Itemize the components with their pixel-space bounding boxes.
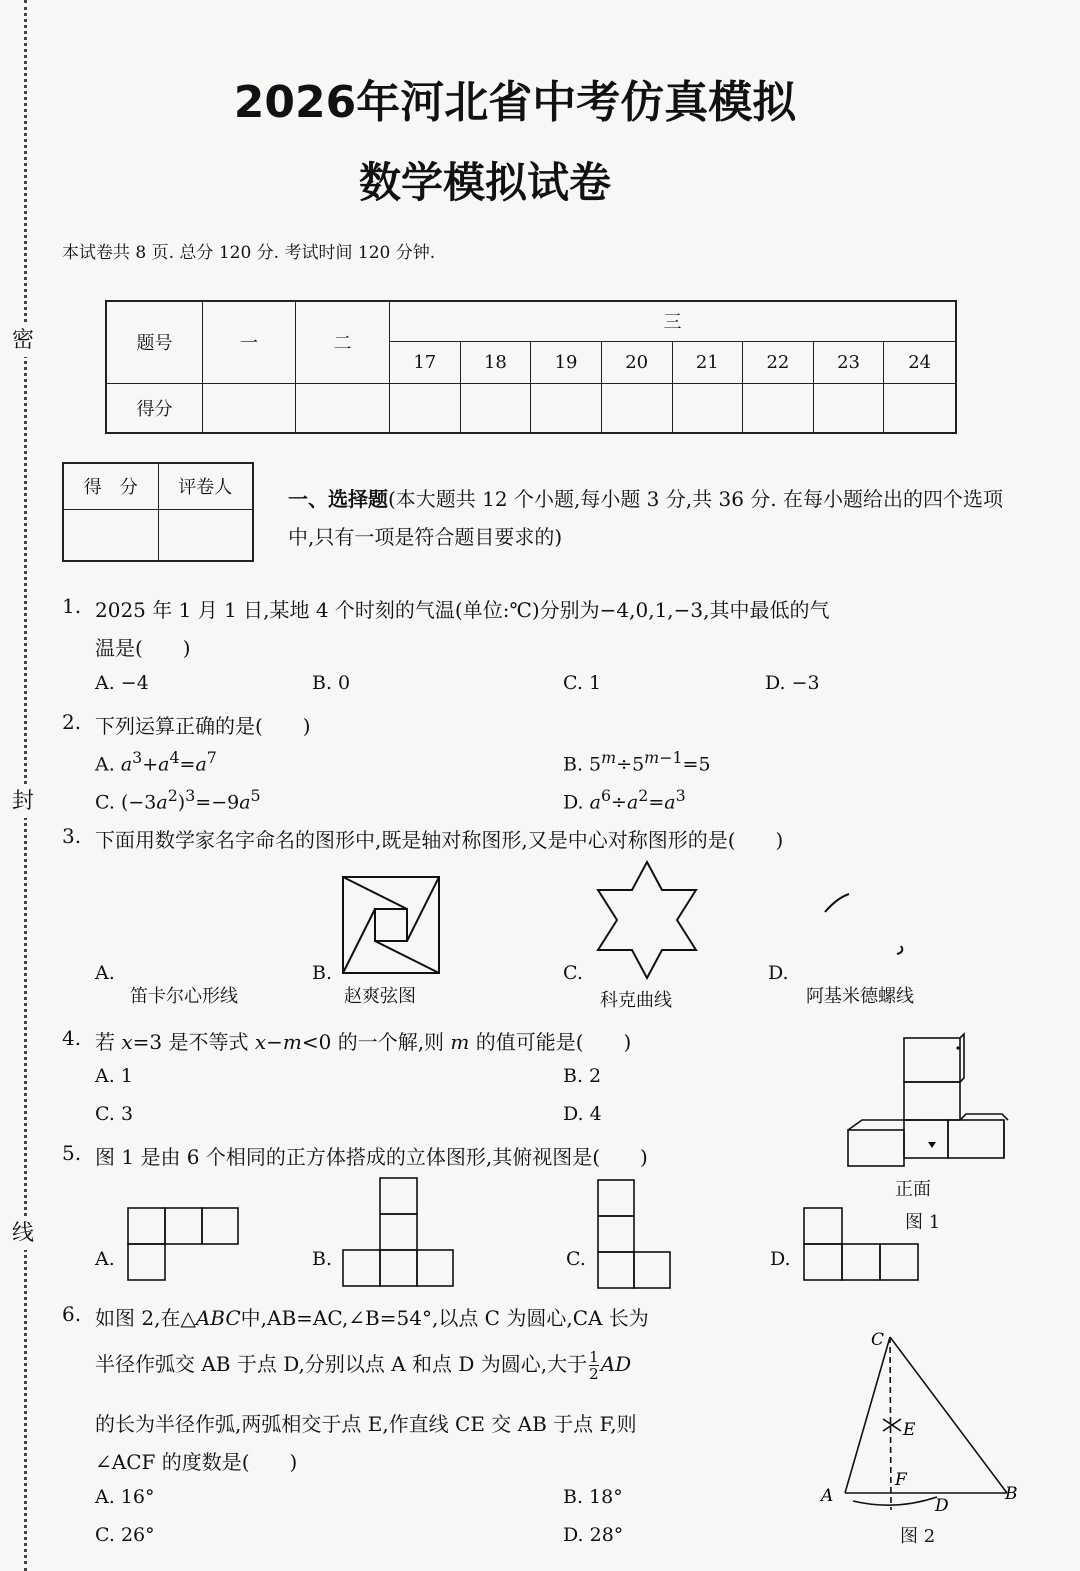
q3-option-a[interactable]: A. bbox=[95, 962, 115, 984]
q6-frac-num: 1 bbox=[589, 1348, 599, 1366]
q4-stem-mid2: <0 的一个解,则 bbox=[301, 1030, 451, 1054]
q5-number: 5. bbox=[62, 1141, 82, 1165]
score-cell bbox=[460, 383, 531, 433]
part-2-header: 二 bbox=[296, 301, 390, 383]
grader-score-label: 得 分 bbox=[63, 463, 158, 509]
grader-name-label: 评卷人 bbox=[158, 463, 253, 509]
q5-view-c bbox=[596, 1178, 674, 1290]
figure-1-caption: 图 1 bbox=[905, 1212, 941, 1233]
figure-2-label-e: E bbox=[903, 1420, 916, 1440]
binding-char-xian: 线 bbox=[12, 1218, 34, 1250]
q3-option-d[interactable]: D. bbox=[768, 962, 789, 984]
score-cell bbox=[672, 383, 743, 433]
q4-option-a[interactable]: A. 1 bbox=[95, 1065, 133, 1087]
q2-number: 2. bbox=[62, 710, 82, 734]
q2-option-c[interactable]: C. $(-3a^2)^3=-9a^5$ bbox=[95, 786, 261, 814]
spiral-fragment-icon bbox=[815, 888, 915, 958]
q3-caption-d: 阿基米德螺线 bbox=[806, 986, 914, 1007]
figure-2-label-b: B bbox=[1005, 1484, 1018, 1504]
figure-2-label-c: C bbox=[871, 1330, 885, 1350]
q6-option-b[interactable]: B. 18° bbox=[563, 1486, 623, 1508]
q3-caption-b: 赵爽弦图 bbox=[344, 986, 416, 1007]
question-number: 24 bbox=[884, 341, 956, 383]
q3-stem: 下面用数学家名字命名的图形中,既是轴对称图形,又是中心对称图形的是( ) bbox=[95, 828, 784, 852]
q5-view-d bbox=[802, 1206, 922, 1284]
q3-option-c[interactable]: C. bbox=[563, 962, 583, 984]
q4-stem: 若 x=3 是不等式 x−m<0 的一个解,则 m 的值可能是( ) bbox=[95, 1030, 632, 1054]
q5-view-a bbox=[126, 1206, 240, 1284]
q1-option-d[interactable]: D. −3 bbox=[765, 672, 820, 694]
score-cell bbox=[203, 383, 296, 433]
q4-number: 4. bbox=[62, 1026, 82, 1050]
q3-option-b[interactable]: B. bbox=[312, 962, 333, 984]
figure-1-front-label: 正面 bbox=[895, 1179, 931, 1200]
q2-stem: 下列运算正确的是( ) bbox=[95, 714, 311, 738]
q6-line2-post: AD bbox=[600, 1352, 632, 1376]
q3-caption-c: 科克曲线 bbox=[600, 990, 672, 1011]
q4-stem-pre: 若 bbox=[95, 1030, 122, 1054]
binding-char-feng: 封 bbox=[12, 786, 34, 818]
zhao-shuang-diagram bbox=[340, 874, 442, 976]
q3-number: 3. bbox=[62, 824, 82, 848]
question-number: 20 bbox=[601, 341, 672, 383]
q2-option-d[interactable]: D. $a^6\div a^2=a^3$ bbox=[563, 786, 686, 814]
q6-stem-line2 bbox=[95, 1348, 795, 1382]
section-1-title bbox=[288, 480, 1008, 556]
q2-option-a[interactable]: A. $a^3+a^4=a^7$ bbox=[95, 748, 217, 776]
figure-2-triangle bbox=[815, 1325, 1030, 1525]
q6-option-d[interactable]: D. 28° bbox=[563, 1524, 624, 1546]
figure-2-label-d: D bbox=[935, 1496, 949, 1516]
question-number: 22 bbox=[743, 341, 814, 383]
q1-stem-line1: 2025 年 1 月 1 日,某地 4 个时刻的气温(单位:℃)分别为−4,0,1,−3,其中最低的气 bbox=[95, 598, 830, 622]
question-number: 21 bbox=[672, 341, 743, 383]
q6-line1-post: 中,AB=AC,∠B=54°,以点 C 为圆心,CA 长为 bbox=[240, 1306, 649, 1330]
row-label-question: 题号 bbox=[106, 301, 203, 383]
q5-option-d[interactable]: D. bbox=[770, 1248, 791, 1270]
question-number: 19 bbox=[531, 341, 602, 383]
grader-score-cell bbox=[63, 509, 158, 561]
q4-stem-mid1: =3 是不等式 bbox=[132, 1030, 255, 1054]
q2-option-d-label: D. bbox=[563, 791, 590, 814]
q1-option-b[interactable]: B. 0 bbox=[312, 672, 351, 694]
exam-intro: 本试卷共 8 页. 总分 120 分. 考试时间 120 分钟. bbox=[62, 243, 436, 263]
score-cell bbox=[531, 383, 602, 433]
score-cell bbox=[813, 383, 884, 433]
q2-option-b-label: B. bbox=[563, 753, 590, 776]
score-cell bbox=[601, 383, 672, 433]
score-cell bbox=[743, 383, 814, 433]
q4-stem-post: 的值可能是( ) bbox=[469, 1030, 632, 1054]
grader-table bbox=[62, 462, 254, 562]
q2-option-a-label: A. bbox=[95, 753, 121, 776]
row-label-score: 得分 bbox=[106, 383, 203, 433]
q5-option-a[interactable]: A. bbox=[95, 1248, 115, 1270]
q6-number: 6. bbox=[62, 1302, 82, 1326]
question-number: 18 bbox=[460, 341, 531, 383]
q5-stem: 图 1 是由 6 个相同的正方体搭成的立体图形,其俯视图是( ) bbox=[95, 1145, 648, 1169]
koch-star-diagram bbox=[594, 858, 700, 982]
q6-fraction bbox=[589, 1349, 599, 1382]
q2-option-c-label: C. bbox=[95, 791, 121, 814]
q3-caption-a: 笛卡尔心形线 bbox=[130, 986, 238, 1007]
q6-option-c[interactable]: C. 26° bbox=[95, 1524, 155, 1546]
section-1-desc: (本大题共 12 个小题,每小题 3 分,共 36 分. 在每小题给出的四个选项中,只有一项是符合题目要求的) bbox=[288, 487, 1003, 549]
q1-stem-line2: 温是( ) bbox=[95, 636, 191, 660]
q6-stem-line3: 的长为半径作弧,两弧相交于点 E,作直线 CE 交 AB 于点 F,则 bbox=[95, 1412, 637, 1436]
q6-option-a[interactable]: A. 16° bbox=[95, 1486, 155, 1508]
figure-2-label-f: F bbox=[895, 1470, 907, 1490]
q2-option-b[interactable]: B. $5^m\div 5^{m-1}=5$ bbox=[563, 748, 711, 776]
q6-stem-line4: ∠ACF 的度数是( ) bbox=[95, 1450, 298, 1474]
q5-option-c[interactable]: C. bbox=[566, 1248, 586, 1270]
q5-option-b[interactable]: B. bbox=[312, 1248, 333, 1270]
score-table bbox=[105, 300, 957, 434]
q6-line2-pre: 半径作弧交 AB 于点 D,分别以点 A 和点 D 为圆心,大于 bbox=[95, 1352, 588, 1376]
score-cell bbox=[390, 383, 461, 433]
score-cell bbox=[884, 383, 956, 433]
exam-subtitle: 数学模拟试卷 bbox=[358, 158, 611, 207]
figure-2-label-a: A bbox=[821, 1486, 834, 1506]
question-number: 17 bbox=[390, 341, 461, 383]
question-number: 23 bbox=[813, 341, 884, 383]
q4-option-b[interactable]: B. 2 bbox=[563, 1065, 602, 1087]
q6-stem-line1: 如图 2,在△ABC中,AB=AC,∠B=54°,以点 C 为圆心,CA 长为 bbox=[95, 1306, 649, 1330]
q1-number: 1. bbox=[62, 594, 82, 618]
exam-title: 2026年河北省中考仿真模拟 bbox=[233, 77, 797, 128]
score-cell bbox=[296, 383, 390, 433]
part-1-header: 一 bbox=[203, 301, 296, 383]
section-1-heading: 一、选择题 bbox=[288, 487, 388, 511]
grader-name-cell bbox=[158, 509, 253, 561]
q1-option-a[interactable]: A. −4 bbox=[95, 672, 149, 694]
q1-option-c[interactable]: C. 1 bbox=[563, 672, 602, 694]
q5-view-b bbox=[341, 1176, 455, 1288]
part-3-header: 三 bbox=[390, 301, 957, 341]
binding-char-mi: 密 bbox=[12, 325, 34, 357]
q6-line1-pre: 如图 2,在△ bbox=[95, 1306, 196, 1330]
q6-frac-den: 2 bbox=[589, 1365, 599, 1383]
q4-option-c[interactable]: C. 3 bbox=[95, 1103, 134, 1125]
q4-option-d[interactable]: D. 4 bbox=[563, 1103, 602, 1125]
figure-1-cubes bbox=[840, 1030, 1010, 1170]
figure-2-caption: 图 2 bbox=[900, 1526, 936, 1547]
